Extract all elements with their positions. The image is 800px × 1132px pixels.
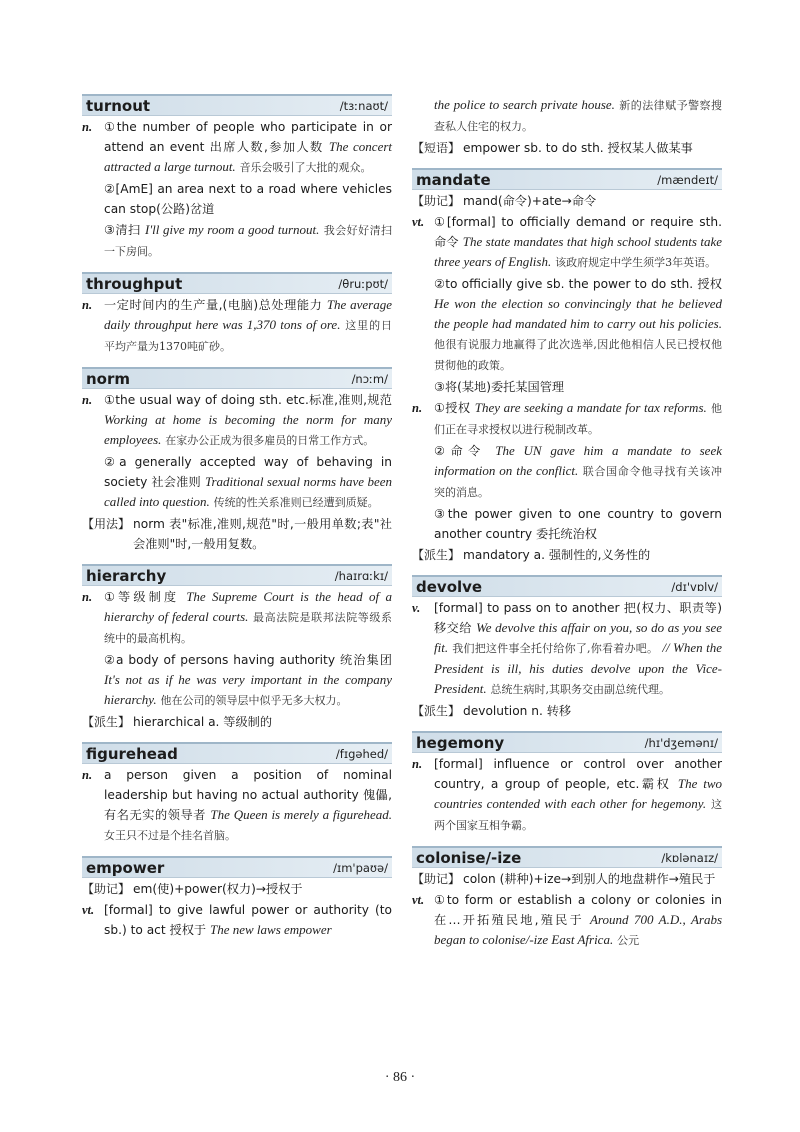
- part-of-speech: n.: [82, 298, 93, 312]
- headword: mandate: [416, 170, 491, 189]
- part-of-speech: vt.: [82, 903, 95, 917]
- headword-bar: [82, 272, 392, 294]
- headword-bar: [82, 856, 392, 878]
- derivative-tag: 【派生】: [412, 704, 461, 718]
- example: The concert attracted a large turnout.: [104, 139, 393, 174]
- derivative: devolution n. 转移: [463, 704, 572, 718]
- part-of-speech: n.: [82, 590, 93, 604]
- headword-bar: [412, 168, 722, 190]
- headword-bar: [412, 846, 722, 868]
- example: We devolve this affair on you, so do as you see fit.: [434, 620, 723, 655]
- pronunciation: /fɪgəhed/: [335, 746, 388, 761]
- example-translation: 他们正在寻求授权以进行税制改革。: [434, 402, 723, 436]
- usage-tag: 【用法】: [82, 517, 131, 531]
- entry-devolve: [412, 575, 722, 721]
- definition: [104, 117, 392, 178]
- definition: [434, 598, 722, 700]
- definition: [434, 377, 722, 397]
- sense-text: [formal] influence or control over another country, a group of people, etc.霸权: [434, 757, 722, 791]
- entry-mandate: [412, 168, 722, 565]
- definition: [104, 650, 392, 711]
- headword: hierarchy: [86, 566, 167, 585]
- example-translation: 女王只不过是个挂名首脑。: [104, 829, 236, 842]
- headword: hegemony: [416, 733, 505, 752]
- definition: [434, 504, 722, 544]
- headword: turnout: [86, 96, 151, 115]
- entry-norm: [82, 367, 392, 554]
- phrase: empower sb. to do sth. 授权某人做某事: [463, 141, 693, 155]
- example-translation: 公元: [617, 934, 640, 947]
- headword: colonise/-ize: [416, 848, 522, 867]
- headword: figurehead: [86, 744, 178, 763]
- sense-text: ②命令: [434, 444, 486, 458]
- definition: [104, 452, 392, 513]
- pronunciation: /tɜːnaʊt/: [339, 98, 388, 113]
- example-translation: 该政府规定中学生须学3年英语。: [555, 256, 717, 269]
- definition: [104, 390, 392, 451]
- sense-text: ①授权: [434, 401, 471, 415]
- phrase-tag: 【短语】: [412, 141, 461, 155]
- example-translation: 总统生病时,其职务交由副总统代理。: [490, 683, 670, 696]
- example: The new laws empower: [209, 922, 332, 937]
- definition: [104, 179, 392, 219]
- definition: [434, 95, 722, 137]
- pronunciation: /mændeɪt/: [657, 172, 718, 187]
- sense-text: ③将(某地)委托某国管理: [434, 380, 565, 394]
- right-column: [412, 94, 722, 961]
- definition: [104, 765, 392, 846]
- example: Traditional sexual norms have been called into question.: [104, 474, 392, 509]
- definition: [434, 441, 722, 503]
- example: The state mandates that high school students take three years of English.: [434, 234, 723, 269]
- definition: [434, 890, 722, 951]
- entry-empower: [82, 856, 392, 940]
- definition: [104, 295, 392, 357]
- example-translation: 联合国命令他寻找有关该冲突的消息。: [434, 465, 723, 499]
- part-of-speech: n.: [412, 401, 423, 415]
- example: // When the President is ill, his duties devolve upon the Vice-President.: [434, 640, 723, 696]
- example-translation: 他在公司的领导层中似乎无多大权力。: [160, 694, 348, 707]
- example: He won the election so convincingly that he believed the people had mandated him to carry out his policies.: [434, 296, 722, 331]
- headword-bar: [82, 742, 392, 764]
- pronunciation: /nɔːm/: [351, 371, 388, 386]
- sense-text: ②to officially give sb. the power to do sth. 授权: [434, 277, 722, 291]
- example-translation: 在家办公正成为很多雇员的日常工作方式。: [165, 434, 375, 447]
- headword: throughput: [86, 274, 183, 293]
- example-translation: 我会好好清扫一下房间。: [104, 224, 393, 258]
- entry-throughput: [82, 272, 392, 357]
- example-translation: 他很有说服力地赢得了此次选举,因此他相信人民已授权他贯彻他的政策。: [434, 338, 722, 372]
- derivative-tag: 【派生】: [412, 548, 461, 562]
- example: The average daily throughput here was 1,370 tons of ore.: [104, 297, 393, 332]
- entry-turnout: [82, 94, 392, 262]
- headword: norm: [86, 369, 131, 388]
- entry-empower-continued: [412, 95, 722, 158]
- headword: devolve: [416, 577, 483, 596]
- derivative: hierarchical a. 等级制的: [133, 715, 273, 729]
- pronunciation: /hɪ'dʒemənɪ/: [644, 735, 718, 750]
- mnemonic: mand(命令)+ate→命令: [463, 194, 597, 208]
- page-number: · 86 ·: [384, 1070, 416, 1085]
- sense-text: 一定时间内的生产量,(电脑)总处理能力: [104, 298, 323, 312]
- example-translation: 这两个国家互相争霸。: [434, 798, 722, 832]
- example: The UN gave him a mandate to seek information on the conflict.: [434, 443, 722, 478]
- mnemonic-tag: 【助记】: [412, 194, 461, 208]
- part-of-speech: n.: [82, 120, 93, 134]
- derivative-tag: 【派生】: [82, 715, 131, 729]
- pronunciation: /dɪ'vɒlv/: [671, 579, 718, 594]
- definition: [104, 900, 392, 940]
- sense-text: ②[AmE] an area next to a road where vehicles can stop(公路)岔道: [104, 182, 392, 216]
- example: They are seeking a mandate for tax reforms.: [474, 400, 707, 415]
- example-translation: 最高法院是联邦法院等级系统中的最高机构。: [104, 611, 393, 645]
- part-of-speech: n.: [82, 768, 93, 782]
- headword-bar: [412, 575, 722, 597]
- pronunciation: /θruːpʊt/: [338, 276, 388, 291]
- entry-colonise: [412, 846, 722, 951]
- sense-text: [formal] to pass on to another 把(权力、职责等)移交给: [434, 601, 722, 635]
- sense-text: ①等级制度: [104, 590, 180, 604]
- mnemonic: em(使)+power(权力)→授权于: [133, 882, 303, 896]
- mnemonic-tag: 【助记】: [82, 882, 131, 896]
- pronunciation: /haɪrɑːkɪ/: [334, 568, 388, 583]
- pronunciation: /kɒlənaɪz/: [661, 850, 718, 865]
- definition: [104, 220, 392, 262]
- part-of-speech: n.: [412, 757, 423, 771]
- headword-bar: [412, 731, 722, 753]
- mnemonic-tag: 【助记】: [412, 872, 461, 886]
- definition: [434, 754, 722, 836]
- headword: empower: [86, 858, 165, 877]
- part-of-speech: vt.: [412, 215, 425, 229]
- usage-note: norm 表"标准,准则,规范"时,一般用单数;表"社会准则"时,一般用复数。: [133, 517, 392, 551]
- example: I'll give my room a good turnout.: [145, 222, 320, 237]
- example: the police to search private house.: [434, 97, 615, 112]
- entry-hegemony: [412, 731, 722, 836]
- example-translation: 音乐会吸引了大批的观众。: [239, 161, 372, 174]
- sense-text: ③清扫: [104, 223, 141, 237]
- sense-text: ②a generally accepted way of behaving in society 社会准则: [104, 455, 392, 489]
- headword-bar: [82, 94, 392, 116]
- part-of-speech: vt.: [412, 893, 425, 907]
- entry-hierarchy: [82, 564, 392, 732]
- entry-figurehead: [82, 742, 392, 846]
- sense-text: ①the number of people who participate in or attend an event 出席人数,参加人数: [104, 120, 392, 154]
- derivative: mandatory a. 强制性的,义务性的: [463, 548, 651, 562]
- example-translation: 新的法律赋予警察搜查私人住宅的权力。: [434, 99, 722, 133]
- sense-text: ①to form or establish a colony or colonies in 在…开拓殖民地,殖民于: [434, 893, 722, 927]
- left-column: [82, 94, 392, 950]
- example-translation: 这里的日平均产量为1370吨矿砂。: [104, 319, 393, 353]
- example: It's not as if he was very important in the company hierarchy.: [104, 672, 392, 707]
- pronunciation: /ɪm'paʊə/: [333, 860, 388, 875]
- definition: [434, 274, 722, 376]
- sense-text: ③the power given to one country to govern another country 委托统治权: [434, 507, 722, 541]
- example: The Queen is merely a figurehead.: [210, 807, 393, 822]
- mnemonic: colon (耕种)+ize→到别人的地盘耕作→殖民于: [463, 872, 716, 886]
- example: Around 700 A.D., Arabs began to colonise/-ize East Africa.: [434, 912, 723, 947]
- example: The Supreme Court is the head of a hierarchy of federal courts.: [104, 589, 392, 624]
- example-translation: 我们把这件事全托付给你了,你看着办吧。: [452, 642, 659, 655]
- definition: [104, 587, 392, 649]
- sense-text: a person given a position of nominal leadership but having no actual authority 傀儡,有名无实的领导者: [104, 768, 392, 822]
- part-of-speech: n.: [82, 393, 93, 407]
- sense-text: [formal] to give lawful power or authority (to sb.) to act 授权于: [104, 903, 392, 937]
- example-translation: 传统的性关系准则已经遭到质疑。: [213, 496, 379, 509]
- sense-text: ①[formal] to officially demand or require sth. 命令: [434, 215, 722, 249]
- sense-text: ①the usual way of doing sth. etc.标准,准则,规范: [104, 393, 392, 407]
- sense-text: ②a body of persons having authority 统治集团: [104, 653, 392, 667]
- headword-bar: [82, 564, 392, 586]
- definition: [434, 398, 722, 440]
- headword-bar: [82, 367, 392, 389]
- example: The two countries contended with each other for hegemony.: [434, 776, 722, 811]
- example: Working at home is becoming the norm for many employees.: [104, 412, 392, 447]
- definition: [434, 212, 722, 273]
- part-of-speech: v.: [412, 601, 421, 615]
